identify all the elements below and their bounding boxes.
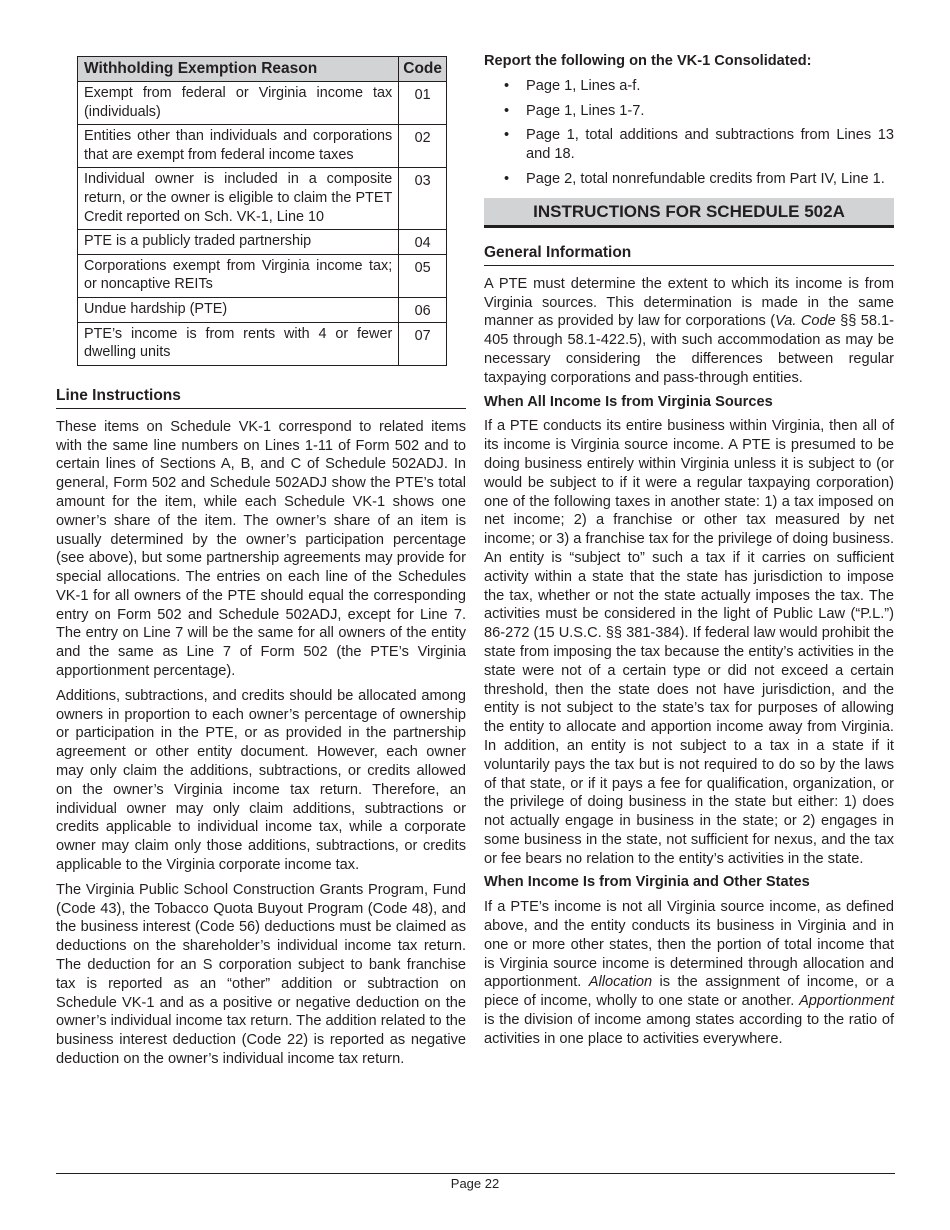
list-item bbox=[484, 77, 894, 96]
table-header-row bbox=[78, 57, 447, 82]
table-row bbox=[78, 82, 447, 125]
header-reason: Withholding Exemption Reason bbox=[78, 57, 399, 82]
list-item bbox=[484, 170, 894, 189]
list-item bbox=[484, 102, 894, 121]
vk1-consolidated-intro: Report the following on the VK-1 Consolidated: bbox=[484, 53, 812, 69]
list-item-text: Page 1, total additions and subtractions from Lines 13 and 18. bbox=[526, 127, 894, 163]
table-row bbox=[78, 168, 447, 230]
table-row bbox=[78, 297, 447, 322]
bullet: • bbox=[504, 127, 510, 144]
va-code-citation: Va. Code bbox=[775, 313, 836, 330]
exemption-code: 01 bbox=[399, 82, 447, 125]
exemption-code: 05 bbox=[399, 254, 447, 297]
bullet: • bbox=[504, 170, 510, 187]
exemption-code: 07 bbox=[399, 322, 447, 365]
right-column bbox=[484, 52, 894, 1049]
other-text-b: is the assignment of income, or a piece of income, wholly to one state or another. bbox=[484, 974, 894, 1010]
withholding-exemption-table bbox=[77, 56, 447, 366]
other-text-c: is the division of income among states according to the ratio of activities in one place to activities everywhere. bbox=[484, 1012, 894, 1047]
bullet: • bbox=[504, 102, 510, 119]
exemption-code: 03 bbox=[399, 168, 447, 230]
line-instructions-paragraph-3: The Virginia Public School Construction Grants Program, Fund (Code 43), the Tobacco Quota Buyout Program (Code 48), and the business interest (Code 56) deductions must be claimed as deductions on the shareholder’s individual income tax return. The deduction for an S corporation subject to bank franchise tax is reported as an “other” addition or subtraction on Schedule VK-1 and as a positive or negative deduction on the owner’s individual income tax return. The addition related to the business interest deduction (Code 22) is reported as negative deduction on the owner’s individual income tax return. bbox=[56, 881, 466, 1068]
line-instructions-paragraph-2: Additions, subtractions, and credits should be allocated among owners in proportion to each owner’s percentage of ownership or participation in the PTE, or as provided in the partnership agreement or other entity document. However, each owner may only claim the additions, subtractions, or credits allowed on the owner’s Virginia income tax return. Therefore, an individual owner may only claim additions, subtractions or credits applicable to individual income tax, while a corporate owner may claim only those additions, subtractions, or credits applicable to the Virginia corporate income tax. bbox=[56, 687, 466, 874]
exemption-code: 06 bbox=[399, 297, 447, 322]
apportionment-term: Apportionment bbox=[799, 993, 894, 1010]
list-item-text: Page 1, Lines a-f. bbox=[526, 77, 641, 94]
left-column bbox=[56, 56, 466, 1069]
vk1-consolidated-list bbox=[484, 77, 894, 189]
line-instructions-heading: Line Instructions bbox=[56, 387, 466, 409]
exemption-reason: Entities other than individuals and corporations that are exempt from federal income taxes bbox=[78, 125, 399, 168]
virginia-sources-heading: When All Income Is from Virginia Sources bbox=[484, 393, 773, 410]
general-text-a: A PTE must determine the extent to which its income is from Virginia sources. This determination is made in the same manner as provided by law for corporations ( bbox=[484, 275, 894, 330]
list-item-text: Page 2, total nonrefundable credits from Part IV, Line 1. bbox=[526, 170, 885, 187]
exemption-reason: Individual owner is included in a composite return, or the owner is eligible to claim the PTET Credit reported on Sch. VK-1, Line 10 bbox=[78, 168, 399, 230]
exemption-reason: PTE is a publicly traded partnership bbox=[78, 230, 399, 255]
schedule-502a-banner: INSTRUCTIONS FOR SCHEDULE 502A bbox=[484, 198, 894, 228]
allocation-term: Allocation bbox=[588, 974, 653, 991]
exemption-code: 02 bbox=[399, 125, 447, 168]
table-row bbox=[78, 254, 447, 297]
list-item-text: Page 1, Lines 1-7. bbox=[526, 102, 645, 119]
page-number: Page 22 bbox=[450, 1176, 500, 1191]
other-states-heading: When Income Is from Virginia and Other States bbox=[484, 874, 810, 891]
list-item bbox=[484, 126, 894, 164]
virginia-sources-paragraph: If a PTE conducts its entire business within Virginia, then all of its income is Virginia source income. A PTE is presumed to be doing business entirely within Virginia unless it is subject to (or would be subject to if it were a regular taxpaying corporation) one of the following taxes in another state: 1) a tax imposed on net income; 2) a franchise or other tax measured by net income; or 3) a franchise tax for the privilege of doing business. An entity is “subject to” such a tax if it carries on sufficient activity within a state that the state has jurisdiction to impose the tax, whether or not the state actually imposes the tax. The activities must be considered in the light of Public Law (“P.L.”) 86-272 (15 U.S.C. §§ 381-384). If federal law would prohibit the state from imposing the tax because the entity’s activities in the state were not of a certain type or did not exceed a certain threshold, then the state does not have jurisdiction, and the entity is not subject to the state’s tax for purposes of allowing the entity to allocate and apportion income away from Virginia. In addition, an entity is not subject to a tax in a state if it voluntarily pays the tax but is not required to do so by the laws of that state, or if it pays a fee for qualification, organization, or the privilege of doing business in the state but either: 1) does not actually engage in business in the state; or 2) engages in some business in the state, not sufficient for nexus, and the tax or fee bears no relation to the entity’s activities in the state. bbox=[484, 418, 894, 867]
exemption-code: 04 bbox=[399, 230, 447, 255]
exemption-reason: Undue hardship (PTE) bbox=[78, 297, 399, 322]
general-text-b: §§ 58.1-405 through 58.1-422.5), with such accommodation as may be necessary considering the differences between regular taxpaying corporations and pass-through entities. bbox=[484, 313, 894, 386]
other-states-paragraph bbox=[484, 898, 894, 1048]
bullet: • bbox=[504, 77, 510, 94]
table-row bbox=[78, 230, 447, 255]
header-code: Code bbox=[399, 57, 447, 82]
table-row bbox=[78, 322, 447, 365]
general-information-paragraph bbox=[484, 275, 894, 388]
other-text-a: If a PTE’s income is not all Virginia source income, as defined above, and the entity conducts its business in Virginia and in one or more other states, then the portion of total income that is Virginia source income is determined through allocation and apportionment. bbox=[484, 899, 894, 991]
table-row bbox=[78, 125, 447, 168]
footer-divider bbox=[56, 1173, 895, 1174]
general-information-heading: General Information bbox=[484, 244, 894, 266]
exemption-reason: PTE’s income is from rents with 4 or fewer dwelling units bbox=[78, 322, 399, 365]
exemption-reason: Corporations exempt from Virginia income tax; or noncaptive REITs bbox=[78, 254, 399, 297]
exemption-reason: Exempt from federal or Virginia income tax (individuals) bbox=[78, 82, 399, 125]
line-instructions-paragraph-1: These items on Schedule VK-1 correspond to related items with the same line numbers on Lines 1-11 of Form 502 and to certain lines of Sections A, B, and C of Schedule 502ADJ. In general, Form 502 and Schedule 502ADJ show the PTE’s total amount for the item, while each Schedule VK-1 shows one owner’s share of the item. The owner’s share of an item is usually determined by the owner’s participation percentage (see above), but some partnership agreements may provide for special allocations. The entries on each line of the Schedules VK-1 for all owners of the PTE should equal the corresponding entry on Form 502 and Schedule 502ADJ, except for Line 7. The entry on Line 7 will be the same for all owners of the entity and the same as Line 7 of Form 502 (the PTE’s Virginia apportionment percentage). bbox=[56, 418, 466, 680]
